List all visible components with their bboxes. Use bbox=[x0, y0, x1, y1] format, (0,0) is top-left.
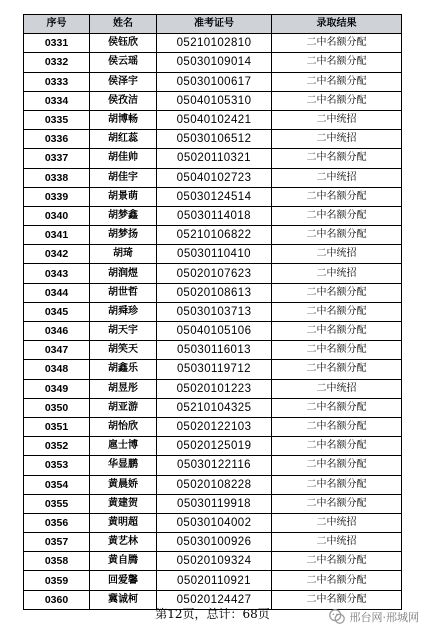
admission-result-cell: 二中名额分配 bbox=[272, 590, 402, 609]
admission-result-cell: 二中名额分配 bbox=[272, 226, 402, 245]
serial-number-cell: 0344 bbox=[24, 283, 90, 302]
exam-ticket-number-cell: 05030109014 bbox=[157, 53, 272, 72]
serial-number-cell: 0347 bbox=[24, 341, 90, 360]
admission-result-cell: 二中名额分配 bbox=[272, 283, 402, 302]
admission-result-cell: 二中名额分配 bbox=[272, 475, 402, 494]
serial-number-cell: 0348 bbox=[24, 360, 90, 379]
admission-result-cell: 二中名额分配 bbox=[272, 437, 402, 456]
serial-number-cell: 0360 bbox=[24, 590, 90, 609]
admission-result-cell: 二中名额分配 bbox=[272, 494, 402, 513]
exam-ticket-number-cell: 05210104325 bbox=[157, 398, 272, 417]
table-row bbox=[24, 34, 402, 53]
student-name-cell: 扈士博 bbox=[90, 437, 157, 456]
serial-number-cell: 0339 bbox=[24, 187, 90, 206]
exam-ticket-number-cell: 05030100926 bbox=[157, 533, 272, 552]
admission-result-cell: 二中名额分配 bbox=[272, 571, 402, 590]
admission-result-cell: 二中名额分配 bbox=[272, 91, 402, 110]
table-row bbox=[24, 283, 402, 302]
exam-ticket-number-cell: 05040102421 bbox=[157, 110, 272, 129]
student-name-cell: 侯泽宇 bbox=[90, 72, 157, 91]
exam-ticket-number-cell: 05020108228 bbox=[157, 475, 272, 494]
admission-result-cell: 二中名额分配 bbox=[272, 53, 402, 72]
source-watermark bbox=[328, 607, 420, 627]
admission-result-cell: 二中名额分配 bbox=[272, 206, 402, 225]
serial-number-cell: 0349 bbox=[24, 379, 90, 398]
student-name-cell: 胡世哲 bbox=[90, 283, 157, 302]
student-name-cell: 胡琦 bbox=[90, 245, 157, 264]
admission-result-cell: 二中名额分配 bbox=[272, 398, 402, 417]
admission-result-cell: 二中统招 bbox=[272, 130, 402, 149]
serial-number-cell: 0337 bbox=[24, 149, 90, 168]
exam-ticket-number-cell: 05030104002 bbox=[157, 513, 272, 532]
student-name-cell: 黄自腾 bbox=[90, 552, 157, 571]
exam-ticket-number-cell: 05020108613 bbox=[157, 283, 272, 302]
exam-ticket-number-cell: 05210102810 bbox=[157, 34, 272, 53]
table-body bbox=[24, 34, 402, 610]
student-name-cell: 胡天宇 bbox=[90, 322, 157, 341]
student-name-cell: 黄明超 bbox=[90, 513, 157, 532]
student-name-cell: 胡佳帅 bbox=[90, 149, 157, 168]
exam-ticket-number-cell: 05020125019 bbox=[157, 437, 272, 456]
student-name-cell: 胡笑天 bbox=[90, 341, 157, 360]
admission-result-cell: 二中名额分配 bbox=[272, 322, 402, 341]
student-name-cell: 胡亚游 bbox=[90, 398, 157, 417]
serial-number-cell: 0358 bbox=[24, 552, 90, 571]
table-row bbox=[24, 456, 402, 475]
table-row bbox=[24, 533, 402, 552]
table-row bbox=[24, 53, 402, 72]
serial-number-cell: 0334 bbox=[24, 91, 90, 110]
serial-number-cell: 0352 bbox=[24, 437, 90, 456]
admission-result-cell: 二中名额分配 bbox=[272, 34, 402, 53]
student-name-cell: 黄晨娇 bbox=[90, 475, 157, 494]
table-row bbox=[24, 264, 402, 283]
exam-ticket-number-cell: 05020101223 bbox=[157, 379, 272, 398]
exam-ticket-number-cell: 05030100617 bbox=[157, 72, 272, 91]
table-row bbox=[24, 417, 402, 436]
serial-number-cell: 0357 bbox=[24, 533, 90, 552]
exam-ticket-number-cell: 05030119918 bbox=[157, 494, 272, 513]
table-row bbox=[24, 341, 402, 360]
exam-ticket-number-cell: 05020109324 bbox=[157, 552, 272, 571]
admission-result-cell: 二中名额分配 bbox=[272, 72, 402, 91]
serial-number-cell: 0355 bbox=[24, 494, 90, 513]
admission-result-cell: 二中统招 bbox=[272, 513, 402, 532]
exam-ticket-number-cell: 05040102723 bbox=[157, 168, 272, 187]
student-name-cell: 胡舜珍 bbox=[90, 302, 157, 321]
exam-ticket-number-cell: 05020110921 bbox=[157, 571, 272, 590]
wechat-account-icon bbox=[328, 608, 346, 626]
student-name-cell: 胡鑫乐 bbox=[90, 360, 157, 379]
admission-result-cell: 二中名额分配 bbox=[272, 417, 402, 436]
student-name-cell: 胡景萌 bbox=[90, 187, 157, 206]
admission-result-cell: 二中统招 bbox=[272, 264, 402, 283]
serial-number-cell: 0354 bbox=[24, 475, 90, 494]
table-row bbox=[24, 187, 402, 206]
page-footer: 第12页，总计：68页 bbox=[155, 607, 270, 621]
exam-ticket-number-cell: 05040105310 bbox=[157, 91, 272, 110]
admission-result-cell: 二中名额分配 bbox=[272, 341, 402, 360]
admission-result-cell: 二中名额分配 bbox=[272, 149, 402, 168]
serial-number-cell: 0345 bbox=[24, 302, 90, 321]
exam-ticket-number-cell: 05210106822 bbox=[157, 226, 272, 245]
exam-ticket-number-cell: 05020107623 bbox=[157, 264, 272, 283]
serial-number-cell: 0359 bbox=[24, 571, 90, 590]
header-name: 姓名 bbox=[90, 15, 157, 34]
table-header-row bbox=[24, 15, 402, 34]
serial-number-cell: 0351 bbox=[24, 417, 90, 436]
serial-number-cell: 0335 bbox=[24, 110, 90, 129]
table-row bbox=[24, 168, 402, 187]
serial-number-cell: 0340 bbox=[24, 206, 90, 225]
student-name-cell: 侯孜洁 bbox=[90, 91, 157, 110]
serial-number-cell: 0346 bbox=[24, 322, 90, 341]
header-admission-result: 录取结果 bbox=[272, 15, 402, 34]
admission-result-cell: 二中名额分配 bbox=[272, 456, 402, 475]
exam-ticket-number-cell: 05030124514 bbox=[157, 187, 272, 206]
header-serial-number: 序号 bbox=[24, 15, 90, 34]
student-name-cell: 冀诚柯 bbox=[90, 590, 157, 609]
serial-number-cell: 0356 bbox=[24, 513, 90, 532]
admission-result-cell: 二中统招 bbox=[272, 168, 402, 187]
student-name-cell: 胡梦扬 bbox=[90, 226, 157, 245]
student-name-cell: 华显鹏 bbox=[90, 456, 157, 475]
watermark-text: 邢台网·邢城网 bbox=[349, 611, 419, 624]
exam-ticket-number-cell: 05040105106 bbox=[157, 322, 272, 341]
table-row bbox=[24, 475, 402, 494]
exam-ticket-number-cell: 05020124427 bbox=[157, 590, 272, 609]
admission-result-cell: 二中名额分配 bbox=[272, 360, 402, 379]
serial-number-cell: 0336 bbox=[24, 130, 90, 149]
table-row bbox=[24, 379, 402, 398]
table-row bbox=[24, 513, 402, 532]
exam-ticket-number-cell: 05030110410 bbox=[157, 245, 272, 264]
table-row bbox=[24, 494, 402, 513]
exam-ticket-number-cell: 05030122116 bbox=[157, 456, 272, 475]
table-row bbox=[24, 302, 402, 321]
serial-number-cell: 0341 bbox=[24, 226, 90, 245]
table-row bbox=[24, 110, 402, 129]
exam-ticket-number-cell: 05020110321 bbox=[157, 149, 272, 168]
table-row bbox=[24, 398, 402, 417]
table-row bbox=[24, 72, 402, 91]
admission-result-cell: 二中名额分配 bbox=[272, 187, 402, 206]
serial-number-cell: 0353 bbox=[24, 456, 90, 475]
serial-number-cell: 0338 bbox=[24, 168, 90, 187]
student-name-cell: 胡梦鑫 bbox=[90, 206, 157, 225]
exam-ticket-number-cell: 05030119712 bbox=[157, 360, 272, 379]
student-name-cell: 回爱馨 bbox=[90, 571, 157, 590]
student-name-cell: 胡红蕊 bbox=[90, 130, 157, 149]
table-row bbox=[24, 149, 402, 168]
student-name-cell: 胡博畅 bbox=[90, 110, 157, 129]
header-exam-ticket-number: 准考证号 bbox=[157, 15, 272, 34]
serial-number-cell: 0331 bbox=[24, 34, 90, 53]
student-name-cell: 胡昱彤 bbox=[90, 379, 157, 398]
student-name-cell: 黄艺林 bbox=[90, 533, 157, 552]
table-row bbox=[24, 552, 402, 571]
serial-number-cell: 0350 bbox=[24, 398, 90, 417]
admission-result-cell: 二中名额分配 bbox=[272, 302, 402, 321]
table-row bbox=[24, 226, 402, 245]
exam-ticket-number-cell: 05030103713 bbox=[157, 302, 272, 321]
admission-result-cell: 二中统招 bbox=[272, 245, 402, 264]
table-row bbox=[24, 91, 402, 110]
table-row bbox=[24, 571, 402, 590]
serial-number-cell: 0343 bbox=[24, 264, 90, 283]
admission-result-cell: 二中统招 bbox=[272, 533, 402, 552]
student-name-cell: 胡怡欣 bbox=[90, 417, 157, 436]
table-row bbox=[24, 360, 402, 379]
admission-results-table bbox=[23, 14, 402, 610]
student-name-cell: 胡润煜 bbox=[90, 264, 157, 283]
table-row bbox=[24, 206, 402, 225]
table-row bbox=[24, 322, 402, 341]
serial-number-cell: 0342 bbox=[24, 245, 90, 264]
student-name-cell: 侯钰欣 bbox=[90, 34, 157, 53]
admission-result-cell: 二中统招 bbox=[272, 110, 402, 129]
table-row bbox=[24, 130, 402, 149]
exam-ticket-number-cell: 05020122103 bbox=[157, 417, 272, 436]
exam-ticket-number-cell: 05030114018 bbox=[157, 206, 272, 225]
serial-number-cell: 0333 bbox=[24, 72, 90, 91]
exam-ticket-number-cell: 05030106512 bbox=[157, 130, 272, 149]
student-name-cell: 胡佳宇 bbox=[90, 168, 157, 187]
serial-number-cell: 0332 bbox=[24, 53, 90, 72]
exam-ticket-number-cell: 05030116013 bbox=[157, 341, 272, 360]
student-name-cell: 侯云瑶 bbox=[90, 53, 157, 72]
table-row bbox=[24, 437, 402, 456]
admission-result-cell: 二中名额分配 bbox=[272, 552, 402, 571]
student-name-cell: 黄建贺 bbox=[90, 494, 157, 513]
table-row bbox=[24, 245, 402, 264]
admission-result-cell: 二中统招 bbox=[272, 379, 402, 398]
